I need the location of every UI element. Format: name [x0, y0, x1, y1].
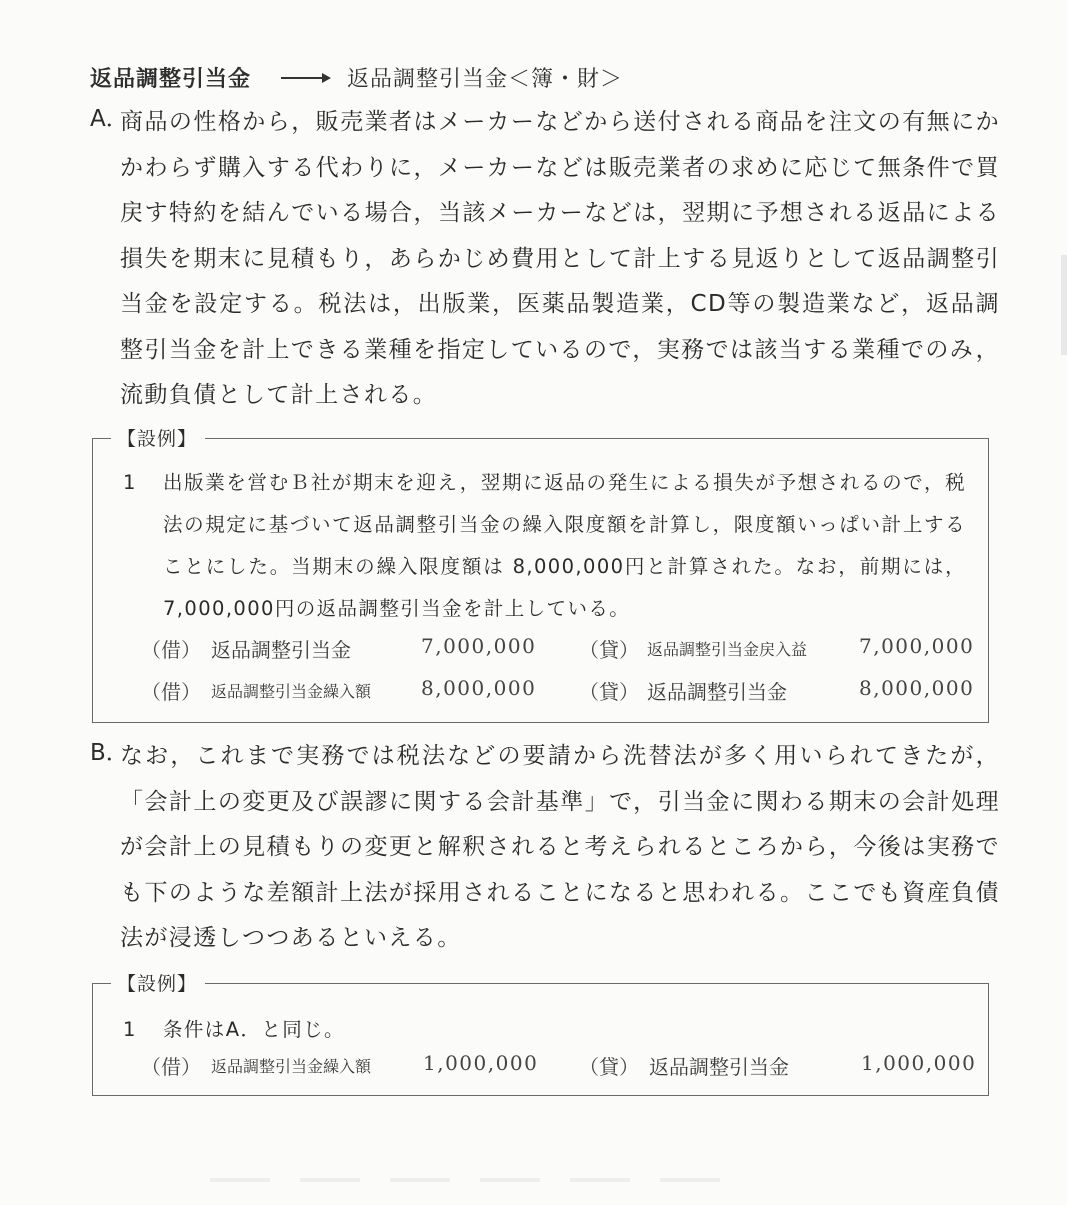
- page-edge-shading: [1061, 255, 1067, 355]
- debit-marker: （借）: [141, 638, 201, 662]
- credit-amount: 1,000,000: [861, 1051, 977, 1075]
- section-a-text: 商品の性格から，販売業者はメーカーなどから送付される商品を注文の有無にかかわらず購入する代わりに，メーカーなどは販売業者の求めに応じて無条件で買戻す特約を結んでいる場合，当該メーカーなどは，翌期に予想される返品による損失を期末に見積もり，あらかじめ費用として計上する見返りとして返品調整引当金を設定する。税法は，出版業，医薬品製造業，CD等の製造業など，返品調整引当金を計上できる業種を指定しているので，実務では該当する業種でのみ，流動負債として計上される。: [120, 109, 1000, 408]
- section-b-label: B．: [90, 740, 129, 766]
- example-title: 【設例】: [113, 969, 203, 996]
- debit-account: 返品調整引当金: [211, 638, 351, 662]
- journal-entry: [141, 676, 975, 716]
- section-a-label: A．: [90, 106, 129, 132]
- example-number: 1: [123, 471, 137, 494]
- section-heading: [90, 62, 623, 93]
- credit-marker: （貸）: [579, 638, 639, 662]
- example-item: [123, 462, 966, 630]
- bleed-through-lines: [210, 1178, 730, 1182]
- credit-account: 返品調整引当金: [649, 1055, 789, 1079]
- debit-amount: 7,000,000: [421, 634, 537, 658]
- debit-account: 返品調整引当金繰入額: [211, 1057, 372, 1076]
- journal-entry: [141, 634, 975, 674]
- credit-marker: （貸）: [579, 680, 639, 704]
- example-item: [123, 1009, 966, 1051]
- debit-account: 返品調整引当金繰入額: [211, 682, 372, 701]
- journal-entry: [141, 1051, 977, 1091]
- example-box-top-border: [93, 438, 111, 439]
- example-box-top-border: [205, 983, 988, 984]
- credit-account: 返品調整引当金: [647, 680, 787, 704]
- debit-amount: 8,000,000: [421, 676, 537, 700]
- example-title: 【設例】: [113, 424, 203, 451]
- credit-marker: （貸）: [579, 1055, 639, 1079]
- example-number: 1: [123, 1018, 137, 1041]
- debit-marker: （借）: [141, 680, 201, 704]
- debit-amount: 1,000,000: [423, 1051, 539, 1075]
- credit-amount: 7,000,000: [859, 634, 975, 658]
- example-box-top-border: [205, 438, 988, 439]
- example-box-b: [92, 973, 989, 1096]
- heading-from: 返品調整引当金: [90, 66, 252, 92]
- example-text: 条件はA．と同じ。: [163, 1018, 345, 1041]
- credit-amount: 8,000,000: [859, 676, 975, 700]
- right-arrow-icon: [281, 77, 329, 79]
- debit-marker: （借）: [141, 1055, 201, 1079]
- credit-account: 返品調整引当金戻入益: [647, 640, 808, 659]
- example-text: 出版業を営むＢ社が期末を迎え，翌期に返品の発生による損失が予想されるので，税法の規定に基づいて返品調整引当金の繰入限度額を計算し，限度額いっぱい計上することにした。当期末の繰入限度額は 8,000,000円と計算された。なお，前期には，7,000,000円の返品調整引当金を計上している。: [163, 471, 966, 620]
- section-a: [90, 100, 1000, 419]
- section-b: [90, 734, 1000, 962]
- example-box-top-border: [93, 983, 111, 984]
- heading-to: 返品調整引当金＜簿・財＞: [347, 67, 624, 92]
- example-box-a: [92, 428, 989, 723]
- section-b-text: なお，これまで実務では税法などの要請から洗替法が多く用いられてきたが，「会計上の変更及び誤謬に関する会計基準」で，引当金に関わる期末の会計処理が会計上の見積もりの変更と解釈されると考えられるところから，今後は実務でも下のような差額計上法が採用されることになると思われる。ここでも資産負債法が浸透しつつあるといえる。: [120, 743, 1000, 951]
